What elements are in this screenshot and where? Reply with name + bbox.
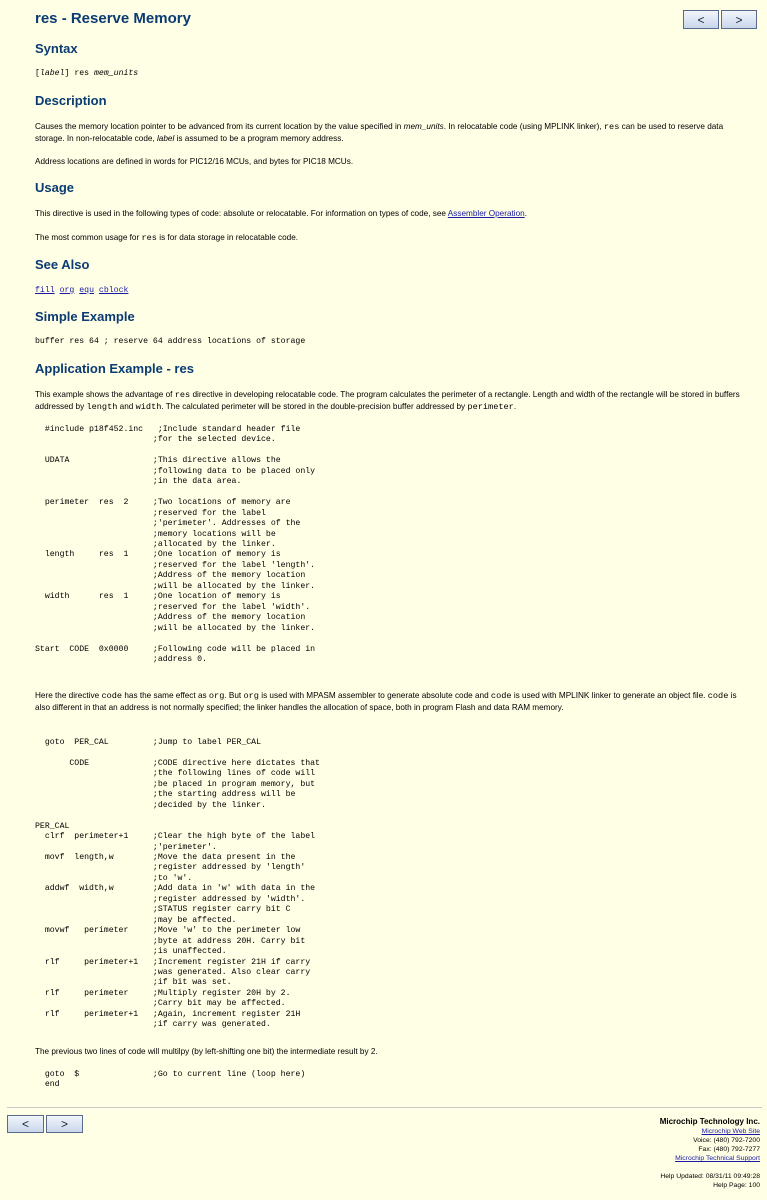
page-title: res - Reserve Memory xyxy=(35,10,191,27)
mid-text: is also different in that an address is not normally specified; the linker handles the allocation of space, both in program Flash and data RAM memory. xyxy=(35,691,737,712)
mid-code: code xyxy=(101,691,123,701)
description-para-1 xyxy=(35,121,745,144)
app-example-code-2: goto PER_CAL ;Jump to label PER_CAL CODE ;CODE directive here dictates that ;the following lines of code will ;be placed in program memory, but ;the starting address will be ;decided by the linker. PER_CAL clrf perimeter+1 ;Clear the high byte of the label ;'perimeter'. movf length,w ;Move the data present in the ;register addressed by 'length' ;to 'w'. addwf width,w ;Add data in 'w' with data in the ;register addressed by 'width'. ;STATUS register carry bit C ;may be affected. movwf perimeter ;Move 'w' to the perimeter low ;byte at address 20H. Carry bit ;is unaffected. rlf perimeter+1 ;Increment register 21H if carry ;was generated. Also clear carry ;if bit was set. rlf perimeter ;Multiply register 20H by 2. ;Carry bit may be affected. rlf perimeter+1 ;Again, increment register 21H ;if carry was generated. xyxy=(35,738,320,1030)
usage-heading: Usage xyxy=(35,180,75,195)
app-example-intro xyxy=(35,389,745,413)
usage-text: is for data storage in relocatable code. xyxy=(156,233,299,242)
footer-voice: Voice: (480) 792-7200 xyxy=(693,1137,760,1144)
mid-text: is used with MPASM assembler to generate absolute code and xyxy=(258,691,491,700)
desc-text: is assumed to be a program memory address. xyxy=(174,134,344,143)
syntax-keyword: res xyxy=(69,69,94,78)
description-para-2: Address locations are defined in words for PIC12/16 MCUs, and bytes for PIC18 MCUs. xyxy=(35,157,354,166)
see-also-link-equ[interactable]: equ xyxy=(79,286,94,295)
footer-page: Help Page: 100 xyxy=(713,1182,760,1189)
desc-mem-units: mem_units xyxy=(403,122,444,131)
mid-text: has the same effect as xyxy=(122,691,209,700)
desc-text: . In relocatable code (using MPLINK linker), xyxy=(443,122,604,131)
see-also-heading: See Also xyxy=(35,257,90,272)
app-example-middle xyxy=(35,690,745,713)
app-example-heading: Application Example - res xyxy=(35,361,194,376)
syntax-label: label xyxy=(39,69,65,78)
app-example-code-3: goto $ ;Go to current line (loop here) end xyxy=(44,1070,306,1090)
simple-example-code: buffer res 64 ; reserve 64 address locations of storage xyxy=(35,337,306,346)
intro-text: This example shows the advantage of xyxy=(35,390,175,399)
top-nav xyxy=(683,10,759,29)
syntax-line: [label] res mem_units xyxy=(35,69,139,78)
footer-divider xyxy=(7,1107,762,1108)
see-also-link-fill[interactable]: fill xyxy=(35,286,55,295)
usage-text: This directive is used in the following types of code: absolute or relocatable. For information on types of code, see xyxy=(35,209,448,218)
usage-text: The most common usage for xyxy=(35,233,142,242)
footer-support-link[interactable]: Microchip Technical Support xyxy=(675,1155,760,1162)
bottom-nav xyxy=(7,1115,85,1133)
syntax-heading: Syntax xyxy=(35,41,78,56)
usage-res-code: res xyxy=(141,233,157,243)
footer-fax: Fax: (480) 792-7277 xyxy=(698,1146,760,1153)
syntax-arg: mem_units xyxy=(94,69,139,78)
intro-code: width xyxy=(135,402,162,412)
next-page-button-bottom[interactable]: > xyxy=(46,1115,83,1133)
footer-updated: Help Updated: 08/31/11 09:49:28 xyxy=(660,1173,760,1180)
intro-text: and xyxy=(117,402,136,411)
mid-text: . But xyxy=(224,691,244,700)
desc-label: label xyxy=(156,134,175,143)
footer-web-link[interactable]: Microchip Web Site xyxy=(701,1128,760,1135)
desc-res-code: res xyxy=(603,122,620,132)
next-page-button[interactable]: > xyxy=(721,10,757,29)
mid-text: is used with MPLINK linker to generate an object file. xyxy=(511,691,708,700)
usage-text: . xyxy=(524,209,527,218)
mid-code: code xyxy=(707,691,729,701)
app-example-code-1: #include p18f452.inc ;Include standard header file ;for the selected device. UDATA ;This directive allows the ;following data to be placed only ;in the data area. perimeter res 2 ;Two locations of memory are ;reserved for the label ;'perimeter'. Addresses of the ;memory locations will be ;allocated by the linker. length res 1 ;One location of memory is ;reserved for the label 'length'. ;Address of the memory location ;will be allocated by the linker. width res 1 ;One location of memory is ;reserved for the label 'width'. ;Address of the memory location ;will be allocated by the linker. Start CODE 0x0000 ;Following code will be placed in ;address 0. xyxy=(35,425,316,664)
intro-text: directive in developing relocatable code. The program calculates the perimeter of a rectangle. Length and width of the rectangle will be stored in buffers addressed by xyxy=(35,390,740,411)
see-also-link-org[interactable]: org xyxy=(59,286,75,295)
mid-code: org xyxy=(243,691,259,701)
intro-code: res xyxy=(174,390,191,400)
usage-para-1 xyxy=(35,208,745,219)
mid-code: code xyxy=(490,691,512,701)
assembler-operation-link[interactable]: Assembler Operation xyxy=(447,209,525,218)
app-example-after: The previous two lines of code will multilpy (by left-shifting one bit) the intermediate result by 2. xyxy=(35,1047,378,1056)
see-also-links xyxy=(35,285,745,296)
see-also-link-cblock[interactable]: cblock xyxy=(98,286,129,295)
prev-page-button[interactable]: < xyxy=(683,10,719,29)
footer xyxy=(660,1116,760,1190)
intro-code: perimeter xyxy=(467,402,514,412)
mid-text: Here the directive xyxy=(35,691,102,700)
intro-code: length xyxy=(86,402,118,412)
intro-text: . xyxy=(513,402,517,411)
simple-example-heading: Simple Example xyxy=(35,309,135,324)
description-heading: Description xyxy=(35,93,107,108)
intro-text: . The calculated perimeter will be stored in the double-precision buffer addressed by xyxy=(161,402,468,411)
usage-para-2 xyxy=(35,232,745,244)
prev-page-button-bottom[interactable]: < xyxy=(7,1115,44,1133)
desc-text: can be used to reserve data storage. In non-relocatable code, xyxy=(35,122,724,143)
mid-code: org xyxy=(208,691,225,701)
desc-text: Causes the memory location pointer to be advanced from its current location by the value specified in xyxy=(35,122,404,131)
footer-company: Microchip Technology Inc. xyxy=(659,1117,760,1126)
